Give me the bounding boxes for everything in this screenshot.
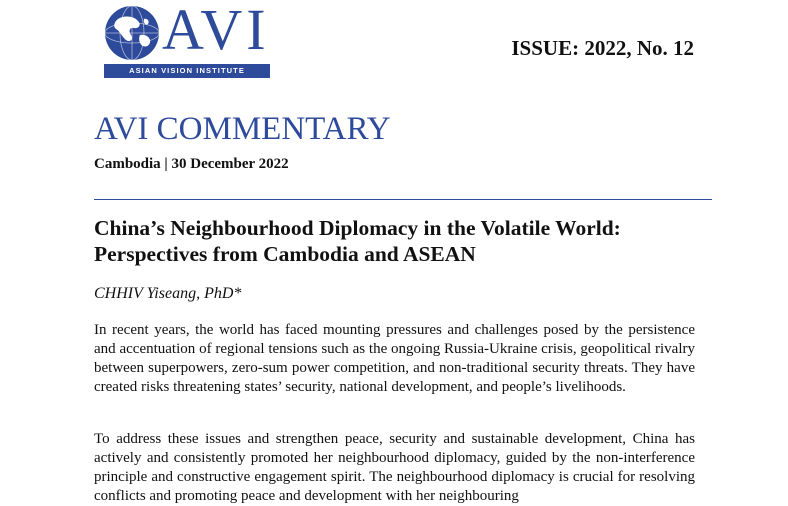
dateline: Cambodia | 30 December 2022 xyxy=(94,156,289,172)
globe-icon xyxy=(104,5,160,61)
article-title xyxy=(94,215,714,267)
series-title: AVI COMMENTARY xyxy=(94,111,391,147)
body-paragraph-2: To address these issues and strengthen peace, security and sustainable development, China has actively and consistently promoted her neighbourhood diplomacy, guided by the non-interference principle and constructive engagement spirit. The neighbourhood diplomacy is crucial for resolving conflicts and promoting peace and development with her neighbouring xyxy=(94,431,695,504)
logo-letters: AVI xyxy=(162,0,270,62)
author-byline: CHHIV Yiseang, PhD* xyxy=(94,285,242,302)
avi-logo xyxy=(104,0,272,78)
article-title-line-1: China’s Neighbourhood Diplomacy in the Volatile World: xyxy=(94,216,621,240)
body-paragraph-1: In recent years, the world has faced mounting pressures and challenges posed by the persistence and accentuation of regional tensions such as the ongoing Russia-Ukraine crisis, geopolitical rivalry between superpowers, zero-sum power competition, and non-traditional security threats. They have created risks threatening states’ security, national development, and people’s livelihoods. xyxy=(94,322,695,395)
article-title-line-2: Perspectives from Cambodia and ASEAN xyxy=(94,242,476,266)
divider xyxy=(94,199,712,200)
logo-band: ASIAN VISION INSTITUTE xyxy=(104,64,270,78)
issue-number: ISSUE: 2022, No. 12 xyxy=(511,36,694,60)
